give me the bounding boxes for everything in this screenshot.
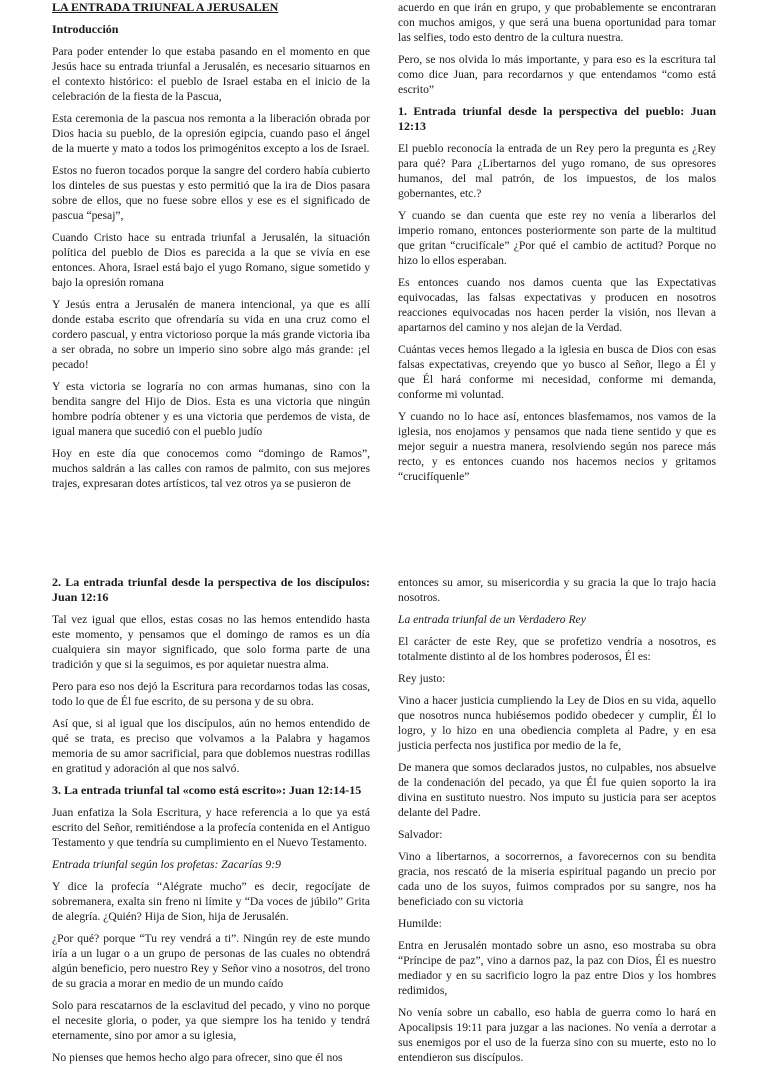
paragraph: Y cuando se dan cuenta que este rey no venía a liberarlos del imperio romano, entonces posteriormente son parte de la multitud que gritan “crucifícale” ¿Por qué el cambio de actitud? Porque no hizo lo ellos esperaban.: [398, 209, 716, 267]
paragraph: ¿Por qué? porque “Tu rey vendrá a ti”. Ningún rey de este mundo iría a un lugar o a un grupo de personas de las cuales no obtendrá algún beneficio, pero nuestro Rey y Señor vino a nosotros, del trono de su gracia a morar en medio de un mundo caído: [52, 932, 370, 990]
paragraph: Vino a hacer justicia cumpliendo la Ley de Dios en su vida, aquello que nosotros nunca hubiésemos podido obedecer y cumplir, Él lo logro, y lo hizo en una obediencia completa al Padre, y en esa justicia perfecta nos justifica por medio de la fe,: [398, 694, 716, 752]
paragraph: No venía sobre un caballo, eso habla de guerra como lo hará en Apocalipsis 19:11 para juzgar a las naciones. No venía a derrotar a sus enemigos por el uso de la fuerza sino con su muerte, esto no lo entendieron sus discípulos.: [398, 1006, 716, 1064]
paragraph: acuerdo en que irán en grupo, y que probablemente se encontraran con muchos amigos, y que será una buena oportunidad para tomar las selfies, todo esto dentro de la cultura nuestra.: [398, 1, 716, 44]
attribute-label: Humilde:: [398, 917, 442, 930]
paragraph: De manera que somos declarados justos, no culpables, nos absuelve de la condenación del pecado, ya que Él fue quien soporto la ira divina en sustituto nuestro. Nos imputo su justicia para ser aceptos delante del Padre.: [398, 761, 716, 819]
paragraph: Juan enfatiza la Sola Escritura, y hace referencia a lo que ya está escrito del Señor, remitiéndose a la profecía contenida en el Antiguo Testamento y que tendría su cumplimiento en el Nuevo Testamento.: [52, 806, 370, 849]
paragraph: El carácter de este Rey, que se profetizo vendría a nosotros, es totalmente distinto al de los hombres poderosos, Él es:: [398, 635, 716, 663]
paragraph: Solo para rescatarnos de la esclavitud del pecado, y vino no porque el necesite gloria, o poder, ya que siempre los ha tenido y tendrá eternamente, sino por amor a su iglesia,: [52, 999, 370, 1042]
introduction-heading: Introducción: [52, 22, 119, 36]
paragraph: Hoy en este día que conocemos como “domingo de Ramos”, muchos saldrán a las calles con ramos de palmito, con sus mejores trajes, expresaran dotes artísticos, tal vez otros ya se pusieron de: [52, 447, 370, 490]
page-2: [0, 575, 768, 1064]
paragraph: No pienses que hemos hecho algo para ofrecer, sino que él nos: [52, 1051, 343, 1064]
section-heading-2: 2. La entrada triunfal desde la perspectiva de los discípulos: Juan 12:16: [52, 575, 370, 604]
italic-subheading: Entrada triunfal según los profetas: Zacarías 9:9: [52, 858, 281, 871]
section-heading-1: 1. Entrada triunfal desde la perspectiva del pueblo: Juan 12:13: [398, 104, 716, 133]
page-1: [0, 0, 768, 520]
paragraph: Cuántas veces hemos llegado a la iglesia en busca de Dios con esas falsas expectativas, creyendo que yo busco al Señor, llego a Él y que Él hará conforme mi necesidad, conforme mi demanda, conforme mi voluntad.: [398, 343, 716, 401]
paragraph: Esta ceremonia de la pascua nos remonta a la liberación obrada por Dios hacia su pueblo, de la opresión egipcia, cuando paso el ángel de la muerte y mato a todos los primogénitos excepto a los de Israel.: [52, 112, 370, 155]
paragraph: Tal vez igual que ellos, estas cosas no las hemos entendido hasta este momento, y pensamos que el domingo de ramos es un día cualquiera sin mayor significado, que solo forma parte de una tradición y que si la seguimos, es por aquietar nuestra alma.: [52, 613, 370, 671]
paragraph: Y cuando no lo hace así, entonces blasfemamos, nos vamos de la iglesia, nos enojamos y pensamos que nada tiene sentido y que es mejor seguir a nuestra manera, resolviendo según nos parece más recto, y es entonces cuando nos hacemos necios y gritamos “crucifíquenle”: [398, 410, 716, 483]
paragraph: Vino a libertarnos, a socorrernos, a favorecernos con su bendita gracia, nos rescató de la miseria espiritual pagando un precio por cada uno de los suyos, fuimos comprados por su sangre, nos ha beneficiado con su victoria: [398, 850, 716, 908]
paragraph: Así que, si al igual que los discípulos, aún no hemos entendido de qué se trata, es preciso que volvamos a la Palabra y hagamos memoria de su amor sacrificial, para que doblemos nuestras rodillas en gratitud y adoración al que nos salvó.: [52, 717, 370, 775]
paragraph: Entra en Jerusalén montado sobre un asno, eso mostraba su obra “Príncipe de paz”, vino a darnos paz, la paz con Dios, Él es nuestro mediador y en su sacrificio logro la paz entre Dios y los hombres redimidos,: [398, 939, 716, 997]
section-heading-3: 3. La entrada triunfal tal «como está escrito»: Juan 12:14-15: [52, 783, 362, 797]
attribute-label: Salvador:: [398, 828, 443, 841]
paragraph: Y Jesús entra a Jerusalén de manera intencional, ya que es allí donde estaba escrito que ofrendaría su vida en una cruz como el cordero pascual, y entra victorioso porque la más grande victoria iba a ser obrada, no sobre un imperio sino sobre algo más grande: ¡el pecado!: [52, 298, 370, 371]
page-2-right-column: [398, 575, 716, 1072]
document-title: LA ENTRADA TRIUNFAL A JERUSALEN: [52, 0, 279, 14]
page-2-left-column: [52, 575, 370, 1072]
paragraph: Y dice la profecía “Alégrate mucho” es decir, regocíjate de sobremanera, exalta sin freno ni límite y “Da voces de júbilo” Grita de alegría. ¿Quién? Hija de Sion, hija de Jerusalén.: [52, 880, 370, 923]
italic-subheading: La entrada triunfal de un Verdadero Rey: [398, 613, 586, 626]
paragraph: entonces su amor, su misericordia y su gracia la que lo trajo hacia nosotros.: [398, 576, 716, 604]
paragraph: Cuando Cristo hace su entrada triunfal a Jerusalén, la situación política del pueblo de Dios es parecida a la que se vivía en ese entonces. Ahora, Israel está bajo el yugo Romano, sigue sometido y bajo la opresión romana: [52, 231, 370, 289]
page-1-left-column: [52, 0, 370, 498]
paragraph: El pueblo reconocía la entrada de un Rey pero la pregunta es ¿Rey para qué? Para ¿Libertarnos del yugo romano, de sus opresores humanos, del mal patrón, de los impuestos, de los malos gobernantes, etc.?: [398, 142, 716, 200]
paragraph: Y esta victoria se lograría no con armas humanas, sino con la bendita sangre del Hijo de Dios. Esta es una victoria que ningún hombre podría obtener y es una victoria que perdemos de vista, de igual manera que sucedió con el pueblo judío: [52, 380, 370, 438]
attribute-label: Rey justo:: [398, 672, 446, 685]
paragraph: Para poder entender lo que estaba pasando en el momento en que Jesús hace su entrada triunfal a Jerusalén, es necesario situarnos en el contexto histórico: el pueblo de Israel estaba en el inicio de la celebración de la fiesta de la Pascua,: [52, 45, 370, 103]
paragraph: Es entonces cuando nos damos cuenta que las Expectativas equivocadas, las falsas expectativas y producen en nosotros reacciones equivocadas nos hacen perder la visión, nos llevan a apartarnos del camino y nos alejan de la Verdad.: [398, 276, 716, 334]
page-1-right-column: [398, 0, 716, 491]
paragraph: Estos no fueron tocados porque la sangre del cordero había cubierto los dinteles de sus puestas y esto permitió que la ira de Dios pasara sobre de ellos, que no fuese sobre ellos y ese es el significado de pascua “pesaj”,: [52, 164, 370, 222]
paragraph: Pero, se nos olvida lo más importante, y para eso es la escritura tal como dice Juan, para recordarnos y que entendamos “como está escrito”: [398, 53, 716, 96]
paragraph: Pero para eso nos dejó la Escritura para recordarnos todas las cosas, todo lo que de Él fue escrito, de su persona y de su obra.: [52, 680, 370, 708]
